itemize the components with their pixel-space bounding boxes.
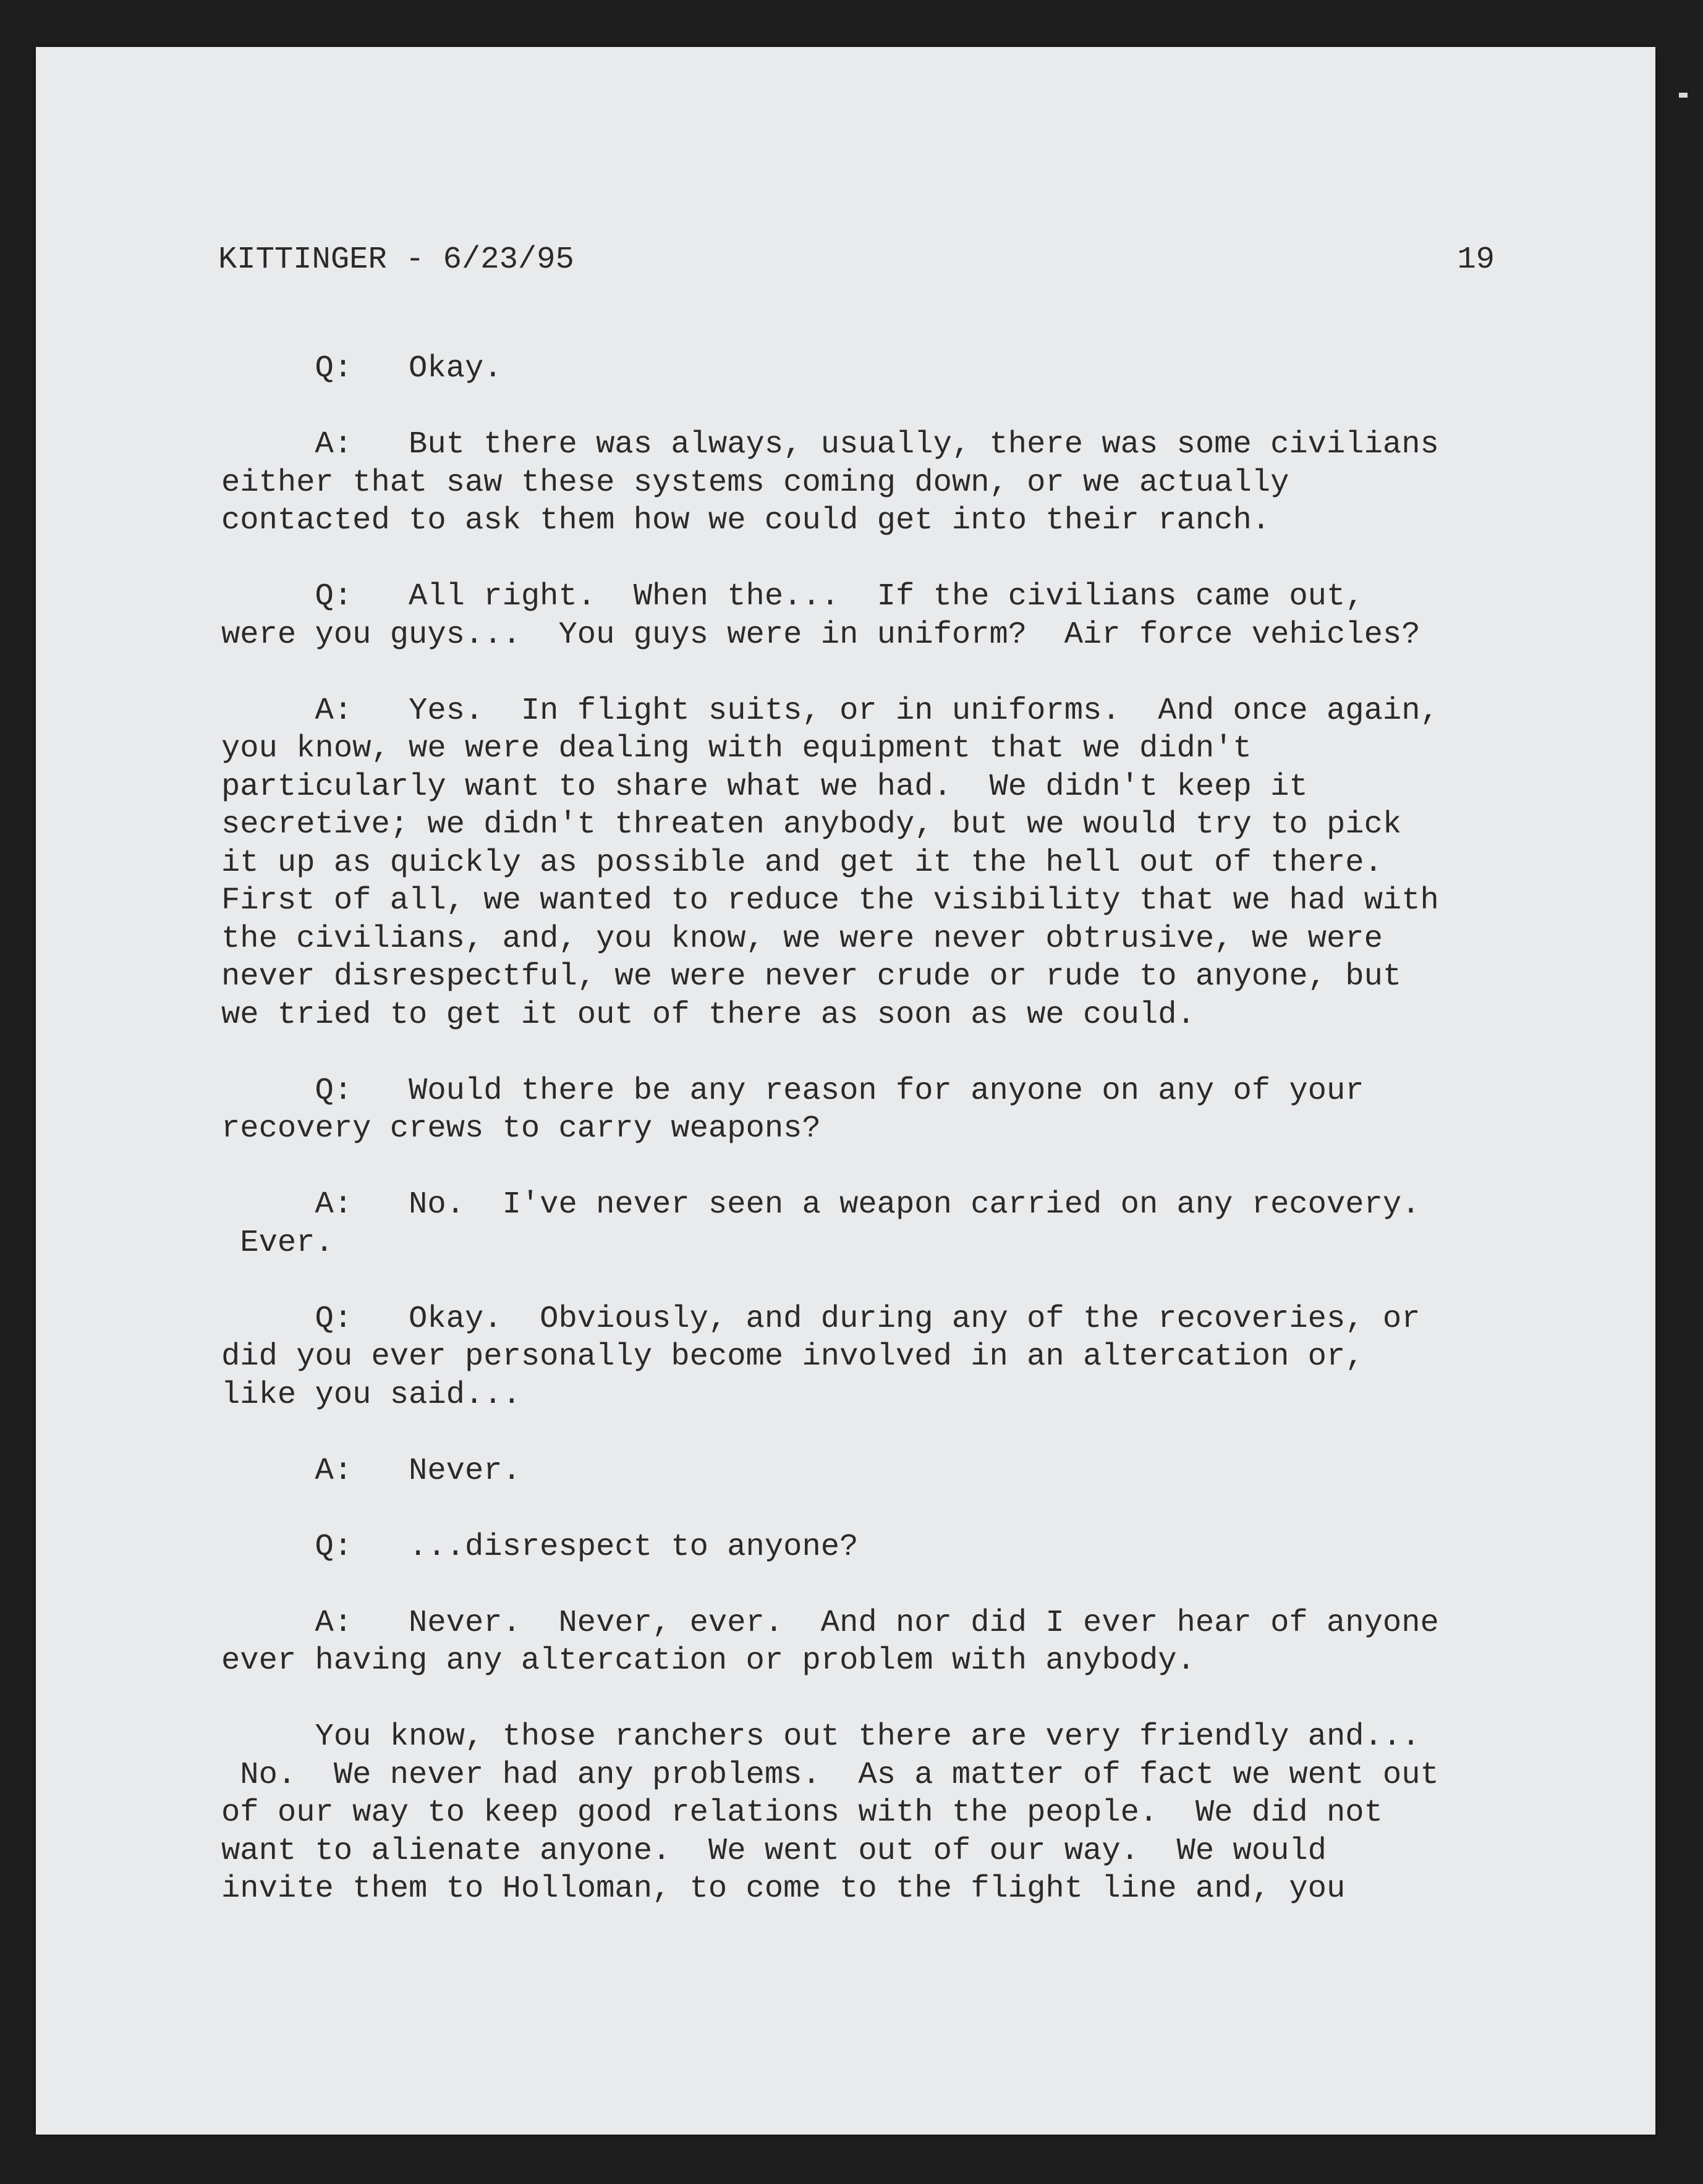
page-number: 19	[1457, 242, 1495, 277]
scan-edge-mark	[1679, 93, 1688, 98]
transcript-line: you know, we were dealing with equipment that we didn't	[221, 731, 1252, 766]
transcript-line: First of all, we wanted to reduce the visibility that we had with	[221, 883, 1439, 918]
transcript-line: secretive; we didn't threaten anybody, but we would try to pick	[221, 807, 1402, 842]
transcript-line: of our way to keep good relations with the people. We did not	[221, 1795, 1383, 1831]
transcript-line: did you ever personally become involved in an altercation or,	[221, 1339, 1364, 1374]
transcript-line: A: But there was always, usually, there was some civilians	[221, 427, 1439, 462]
document-title: KITTINGER - 6/23/95	[218, 242, 574, 277]
transcript-line: No. We never had any problems. As a matter of fact we went out	[221, 1757, 1439, 1793]
transcript-line: Q: ...disrespect to anyone?	[221, 1529, 859, 1565]
transcript-line: it up as quickly as possible and get it the hell out of there.	[221, 845, 1383, 881]
transcript-line: want to alienate anyone. We went out of our way. We would	[221, 1833, 1327, 1869]
transcript-line: Q: Would there be any reason for anyone on any of your	[221, 1073, 1364, 1109]
transcript-line: Q: All right. When the... If the civilians came out,	[221, 579, 1364, 614]
transcript-line: like you said...	[221, 1377, 521, 1413]
page-header	[218, 242, 1495, 281]
transcript-line: particularly want to share what we had. We didn't keep it	[221, 769, 1308, 805]
transcript-line: we tried to get it out of there as soon as we could.	[221, 997, 1195, 1033]
transcript-line: Q: Okay.	[221, 351, 503, 386]
transcript-line: contacted to ask them how we could get into their ranch.	[221, 503, 1271, 538]
transcript-line: Ever.	[221, 1225, 334, 1261]
transcript-line: either that saw these systems coming down, or we actually	[221, 465, 1289, 501]
document-page	[36, 47, 1655, 2135]
transcript-line: invite them to Holloman, to come to the flight line and, you	[221, 1871, 1346, 1907]
transcript-line: the civilians, and, you know, we were never obtrusive, we were	[221, 921, 1383, 957]
transcript-line: Q: Okay. Obviously, and during any of the recoveries, or	[221, 1301, 1421, 1337]
transcript-line: A: Yes. In flight suits, or in uniforms. And once again,	[221, 693, 1439, 729]
transcript-line: A: Never. Never, ever. And nor did I ever hear of anyone	[221, 1605, 1439, 1641]
transcript-line: A: Never.	[221, 1453, 521, 1489]
transcript-line: You know, those ranchers out there are very friendly and...	[221, 1719, 1421, 1754]
transcript-line: ever having any altercation or problem with anybody.	[221, 1643, 1195, 1678]
transcript-line: never disrespectful, we were never crude or rude to anyone, but	[221, 959, 1402, 994]
transcript-line: recovery crews to carry weapons?	[221, 1111, 821, 1146]
transcript-line: were you guys... You guys were in uniform? Air force vehicles?	[221, 617, 1421, 653]
transcript-line: A: No. I've never seen a weapon carried on any recovery.	[221, 1187, 1421, 1222]
